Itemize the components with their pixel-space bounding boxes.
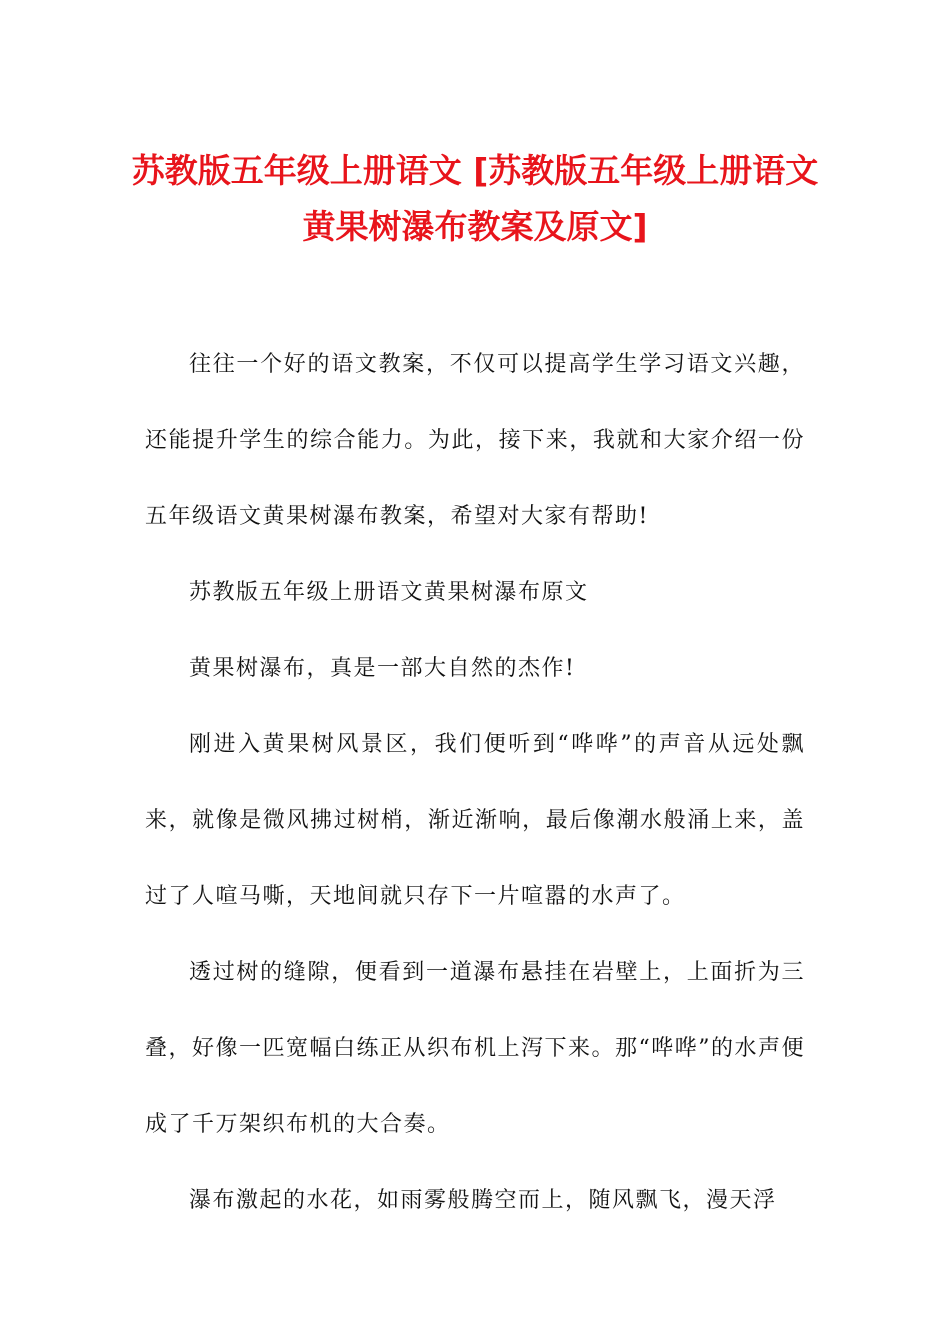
paragraph-4: 瀑布激起的水花，如雨雾般腾空而上，随风飘飞，漫天浮 — [189, 1188, 777, 1213]
paragraph-subheading: 苏教版五年级上册语文黄果树瀑布原文 — [189, 580, 589, 605]
document-title: 苏教版五年级上册语文 [苏教版五年级上册语文黄果树瀑布教案及原文] — [131, 151, 819, 246]
paragraph-2: 刚进入黄果树风景区，我们便听到“哗哗”的声音从远处飘来，就像是微风拂过树梢，渐近渐响，最后像潮水般涌上来，盖过了人喧马嘶，天地间就只存下一片喧嚣的水声了。 — [145, 732, 805, 909]
paragraph-1: 黄果树瀑布，真是一部大自然的杰作! — [189, 656, 576, 681]
paragraph-intro: 往往一个好的语文教案，不仅可以提高学生学习语文兴趣，还能提升学生的综合能力。为此，接下来，我就和大家介绍一份五年级语文黄果树瀑布教案，希望对大家有帮助! — [145, 352, 805, 529]
document-body — [145, 327, 805, 1239]
paragraph-3: 透过树的缝隙，便看到一道瀑布悬挂在岩壁上，上面折为三叠，好像一匹宽幅白练正从织布机上泻下来。那“哗哗”的水声便成了千万架织布机的大合奏。 — [145, 960, 805, 1137]
